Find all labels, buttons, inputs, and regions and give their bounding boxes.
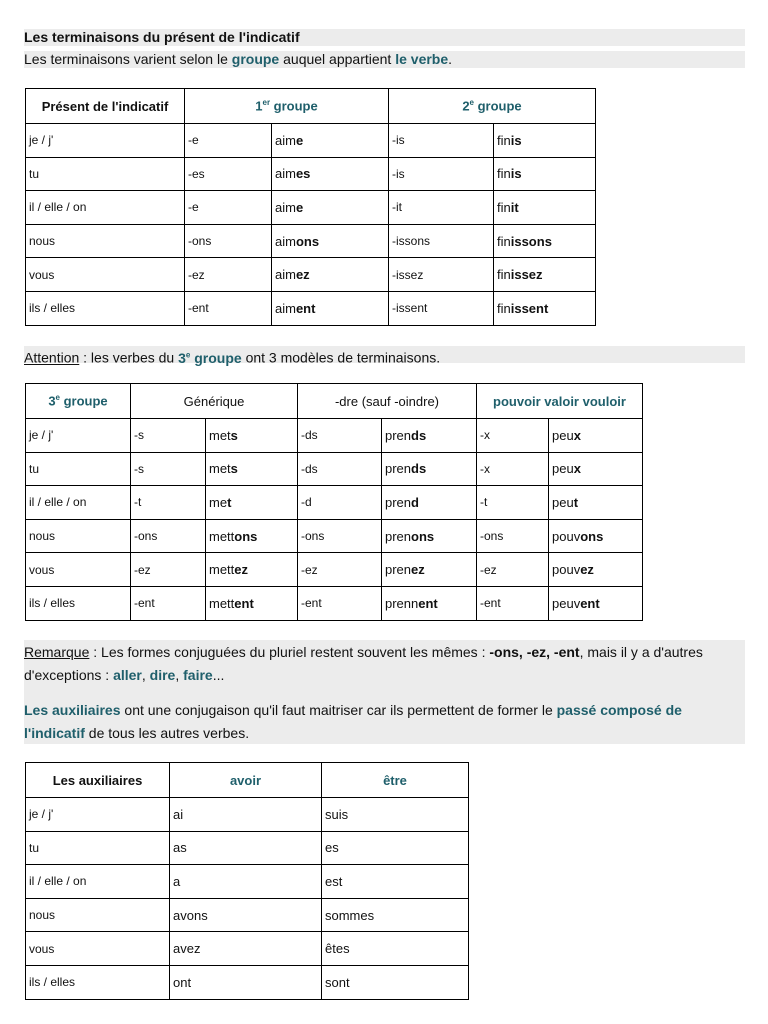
- verb-stem: peu: [552, 461, 574, 477]
- verb-stem: fin: [497, 132, 511, 148]
- pronoun-cell: il / elle / on: [26, 865, 170, 899]
- verb-ending: issez: [510, 267, 543, 283]
- verb-stem: me: [209, 494, 228, 510]
- verb-ending: ds: [411, 461, 427, 477]
- verb-stem: fin: [497, 267, 511, 283]
- avoir-cell: as: [170, 831, 322, 865]
- verb-stem: aim: [275, 132, 296, 148]
- pronoun-cell: vous: [26, 932, 170, 966]
- verb-ending: issent: [510, 300, 549, 316]
- ending-cell: -issons: [389, 224, 494, 258]
- verb-stem: fin: [497, 233, 511, 249]
- avoir-cell: avons: [170, 898, 322, 932]
- table-row: [26, 898, 469, 932]
- verb-ending: s: [230, 427, 238, 443]
- conjugation-cell: [272, 291, 389, 325]
- table-row: [26, 519, 643, 553]
- avoir-cell: ai: [170, 798, 322, 832]
- verb-ending: ent: [580, 595, 600, 611]
- conjugation-cell: [494, 124, 596, 158]
- pronoun-cell: vous: [26, 553, 131, 587]
- verb-stem: pren: [385, 528, 412, 544]
- verb-ending: ent: [418, 595, 438, 611]
- ending-cell: -es: [185, 157, 272, 191]
- verb-ending: e: [295, 199, 304, 215]
- conjugation-cell: [382, 553, 477, 587]
- verb-stem: mett: [209, 562, 235, 578]
- table-row: [26, 865, 469, 899]
- pronoun-cell: ils / elles: [26, 586, 131, 620]
- verb-ending: ons: [580, 528, 604, 544]
- conjugation-cell: [206, 452, 298, 486]
- table-groups-1-2: [25, 88, 596, 326]
- ending-cell: -ds: [298, 452, 382, 486]
- ending-cell: -t: [131, 486, 206, 520]
- verb-stem: peu: [552, 427, 574, 443]
- conjugation-cell: [494, 258, 596, 292]
- table2-header-label: 3e groupe: [26, 384, 131, 419]
- ending-cell: -ons: [298, 519, 382, 553]
- conjugation-cell: [549, 419, 643, 453]
- ending-cell: -issez: [389, 258, 494, 292]
- conjugation-cell: [206, 519, 298, 553]
- ending-cell: -x: [477, 452, 549, 486]
- pronoun-cell: tu: [26, 157, 185, 191]
- verb-stem: mett: [209, 528, 235, 544]
- ending-cell: -it: [389, 191, 494, 225]
- table-row: [26, 191, 596, 225]
- conjugation-cell: [272, 157, 389, 191]
- verb-stem: aim: [275, 267, 296, 283]
- ending-cell: -ons: [131, 519, 206, 553]
- verb-ending: t: [227, 494, 232, 510]
- ending-cell: -issent: [389, 291, 494, 325]
- verb-ending: is: [510, 132, 522, 148]
- verb-ending: ons: [234, 528, 258, 544]
- pronoun-cell: il / elle / on: [26, 486, 131, 520]
- ending-cell: -t: [477, 486, 549, 520]
- etre-cell: sommes: [322, 898, 469, 932]
- pronoun-cell: je / j': [26, 124, 185, 158]
- table3-header-etre: être: [322, 763, 469, 798]
- table-row: [26, 124, 596, 158]
- verb-stem: peuv: [552, 595, 581, 611]
- verb-ending: ons: [295, 233, 320, 249]
- conjugation-cell: [549, 452, 643, 486]
- conjugation-cell: [549, 519, 643, 553]
- verb-stem: mett: [209, 595, 235, 611]
- table-row: [26, 258, 596, 292]
- conjugation-cell: [494, 291, 596, 325]
- etre-cell: est: [322, 865, 469, 899]
- table-row: [26, 798, 469, 832]
- pronoun-cell: je / j': [26, 798, 170, 832]
- pronoun-cell: il / elle / on: [26, 191, 185, 225]
- ending-cell: -ent: [298, 586, 382, 620]
- verb-ending: ons: [411, 528, 435, 544]
- verb-ending: e: [295, 132, 304, 148]
- verb-ending: x: [573, 427, 581, 443]
- table-row: [26, 831, 469, 865]
- verb-stem: pren: [385, 427, 412, 443]
- verb-stem: aim: [275, 166, 296, 182]
- verb-stem: aim: [275, 300, 296, 316]
- table1-header-group1: 1er groupe: [185, 89, 389, 124]
- intro-line: Les terminaisons varient selon le groupe auquel appartient le verbe.: [24, 51, 745, 68]
- pronoun-cell: ils / elles: [26, 291, 185, 325]
- table-row: [26, 965, 469, 999]
- ending-cell: -e: [185, 124, 272, 158]
- etre-cell: suis: [322, 798, 469, 832]
- verb-ending: d: [411, 494, 419, 510]
- verb-ending: issons: [510, 233, 552, 249]
- etre-cell: es: [322, 831, 469, 865]
- table2-header-pouvoir: pouvoir valoir vouloir: [477, 384, 643, 419]
- verb-stem: prenn: [385, 595, 419, 611]
- table-row: [26, 553, 643, 587]
- avoir-cell: a: [170, 865, 322, 899]
- pronoun-cell: ils / elles: [26, 965, 170, 999]
- remarque-note: [24, 640, 745, 744]
- etre-cell: sont: [322, 965, 469, 999]
- ending-cell: -ons: [477, 519, 549, 553]
- verb-ending: t: [573, 494, 579, 510]
- conjugation-cell: [382, 486, 477, 520]
- verb-ending: s: [230, 461, 238, 477]
- conjugation-cell: [494, 224, 596, 258]
- conjugation-cell: [272, 124, 389, 158]
- page-title: Les terminaisons du présent de l'indicatif: [24, 29, 745, 46]
- pronoun-cell: tu: [26, 831, 170, 865]
- conjugation-cell: [382, 419, 477, 453]
- table-row: [26, 586, 643, 620]
- pronoun-cell: vous: [26, 258, 185, 292]
- verb-stem: fin: [497, 166, 511, 182]
- ending-cell: -s: [131, 419, 206, 453]
- verb-ending: x: [573, 461, 581, 477]
- conjugation-cell: [494, 191, 596, 225]
- attention-note: Attention : les verbes du 3e groupe ont 3 modèles de terminaisons.: [24, 346, 745, 363]
- table-row: [26, 932, 469, 966]
- table-row: [26, 157, 596, 191]
- avoir-cell: ont: [170, 965, 322, 999]
- verb-stem: met: [209, 427, 231, 443]
- etre-cell: êtes: [322, 932, 469, 966]
- ending-cell: -ez: [185, 258, 272, 292]
- conjugation-cell: [206, 419, 298, 453]
- verb-ending: ez: [580, 562, 594, 578]
- ending-cell: -d: [298, 486, 382, 520]
- table-row: [26, 452, 643, 486]
- table1-header-label: Présent de l'indicatif: [26, 89, 185, 124]
- conjugation-cell: [549, 553, 643, 587]
- table-row: [26, 224, 596, 258]
- verb-ending: ent: [295, 300, 316, 316]
- conjugation-cell: [206, 486, 298, 520]
- verb-ending: ez: [234, 562, 249, 578]
- ending-cell: -ez: [298, 553, 382, 587]
- ending-cell: -ez: [131, 553, 206, 587]
- ending-cell: -s: [131, 452, 206, 486]
- avoir-cell: avez: [170, 932, 322, 966]
- ending-cell: -is: [389, 157, 494, 191]
- pronoun-cell: je / j': [26, 419, 131, 453]
- verb-stem: aim: [275, 199, 296, 215]
- conjugation-cell: [206, 586, 298, 620]
- ending-cell: -is: [389, 124, 494, 158]
- ending-cell: -ons: [185, 224, 272, 258]
- ending-cell: -ent: [477, 586, 549, 620]
- verb-stem: pren: [385, 461, 412, 477]
- verb-stem: fin: [497, 300, 511, 316]
- verb-stem: aim: [275, 233, 296, 249]
- conjugation-cell: [382, 586, 477, 620]
- verb-stem: pren: [385, 494, 412, 510]
- conjugation-cell: [494, 157, 596, 191]
- pronoun-cell: nous: [26, 519, 131, 553]
- ending-cell: -ent: [185, 291, 272, 325]
- table-row: [26, 419, 643, 453]
- conjugation-cell: [382, 452, 477, 486]
- ending-cell: -ez: [477, 553, 549, 587]
- conjugation-cell: [549, 486, 643, 520]
- table-row: [26, 486, 643, 520]
- verb-stem: pren: [385, 562, 412, 578]
- pronoun-cell: nous: [26, 224, 185, 258]
- ending-cell: -x: [477, 419, 549, 453]
- verb-stem: met: [209, 461, 231, 477]
- conjugation-cell: [382, 519, 477, 553]
- pronoun-cell: tu: [26, 452, 131, 486]
- verb-ending: ez: [411, 562, 425, 578]
- conjugation-cell: [272, 224, 389, 258]
- conjugation-cell: [272, 191, 389, 225]
- conjugation-cell: [206, 553, 298, 587]
- verb-ending: ez: [295, 267, 310, 283]
- ending-cell: -ent: [131, 586, 206, 620]
- pronoun-cell: nous: [26, 898, 170, 932]
- conjugation-cell: [272, 258, 389, 292]
- ending-cell: -ds: [298, 419, 382, 453]
- auxiliaires-line: Les auxiliaires ont une conjugaison qu'il faut maitriser car ils permettent de former le passé composé de l'indicatif de tous les autres verbes.: [24, 702, 682, 741]
- verb-stem: peu: [552, 494, 574, 510]
- conjugation-cell: [549, 586, 643, 620]
- verb-ending: es: [295, 166, 311, 182]
- verb-stem: fin: [497, 199, 511, 215]
- verb-ending: ds: [411, 427, 427, 443]
- table2-header-generique: Générique: [131, 384, 298, 419]
- verb-stem: pouv: [552, 562, 581, 578]
- table3-header-avoir: avoir: [170, 763, 322, 798]
- table2-header-dre: -dre (sauf -oindre): [298, 384, 477, 419]
- verb-stem: pouv: [552, 528, 581, 544]
- remarque-line: Remarque : Les formes conjuguées du pluriel restent souvent les mêmes : -ons, -ez, -ent, mais il y a d'autres d'exceptions : aller, dire, faire...: [24, 644, 703, 683]
- table-group-3: [25, 383, 643, 621]
- table-auxiliaires: [25, 762, 469, 1000]
- verb-ending: it: [510, 199, 519, 215]
- table3-header-label: Les auxiliaires: [26, 763, 170, 798]
- table-row: [26, 291, 596, 325]
- verb-ending: is: [510, 166, 522, 182]
- ending-cell: -e: [185, 191, 272, 225]
- verb-ending: ent: [234, 595, 254, 611]
- table1-header-group2: 2e groupe: [389, 89, 596, 124]
